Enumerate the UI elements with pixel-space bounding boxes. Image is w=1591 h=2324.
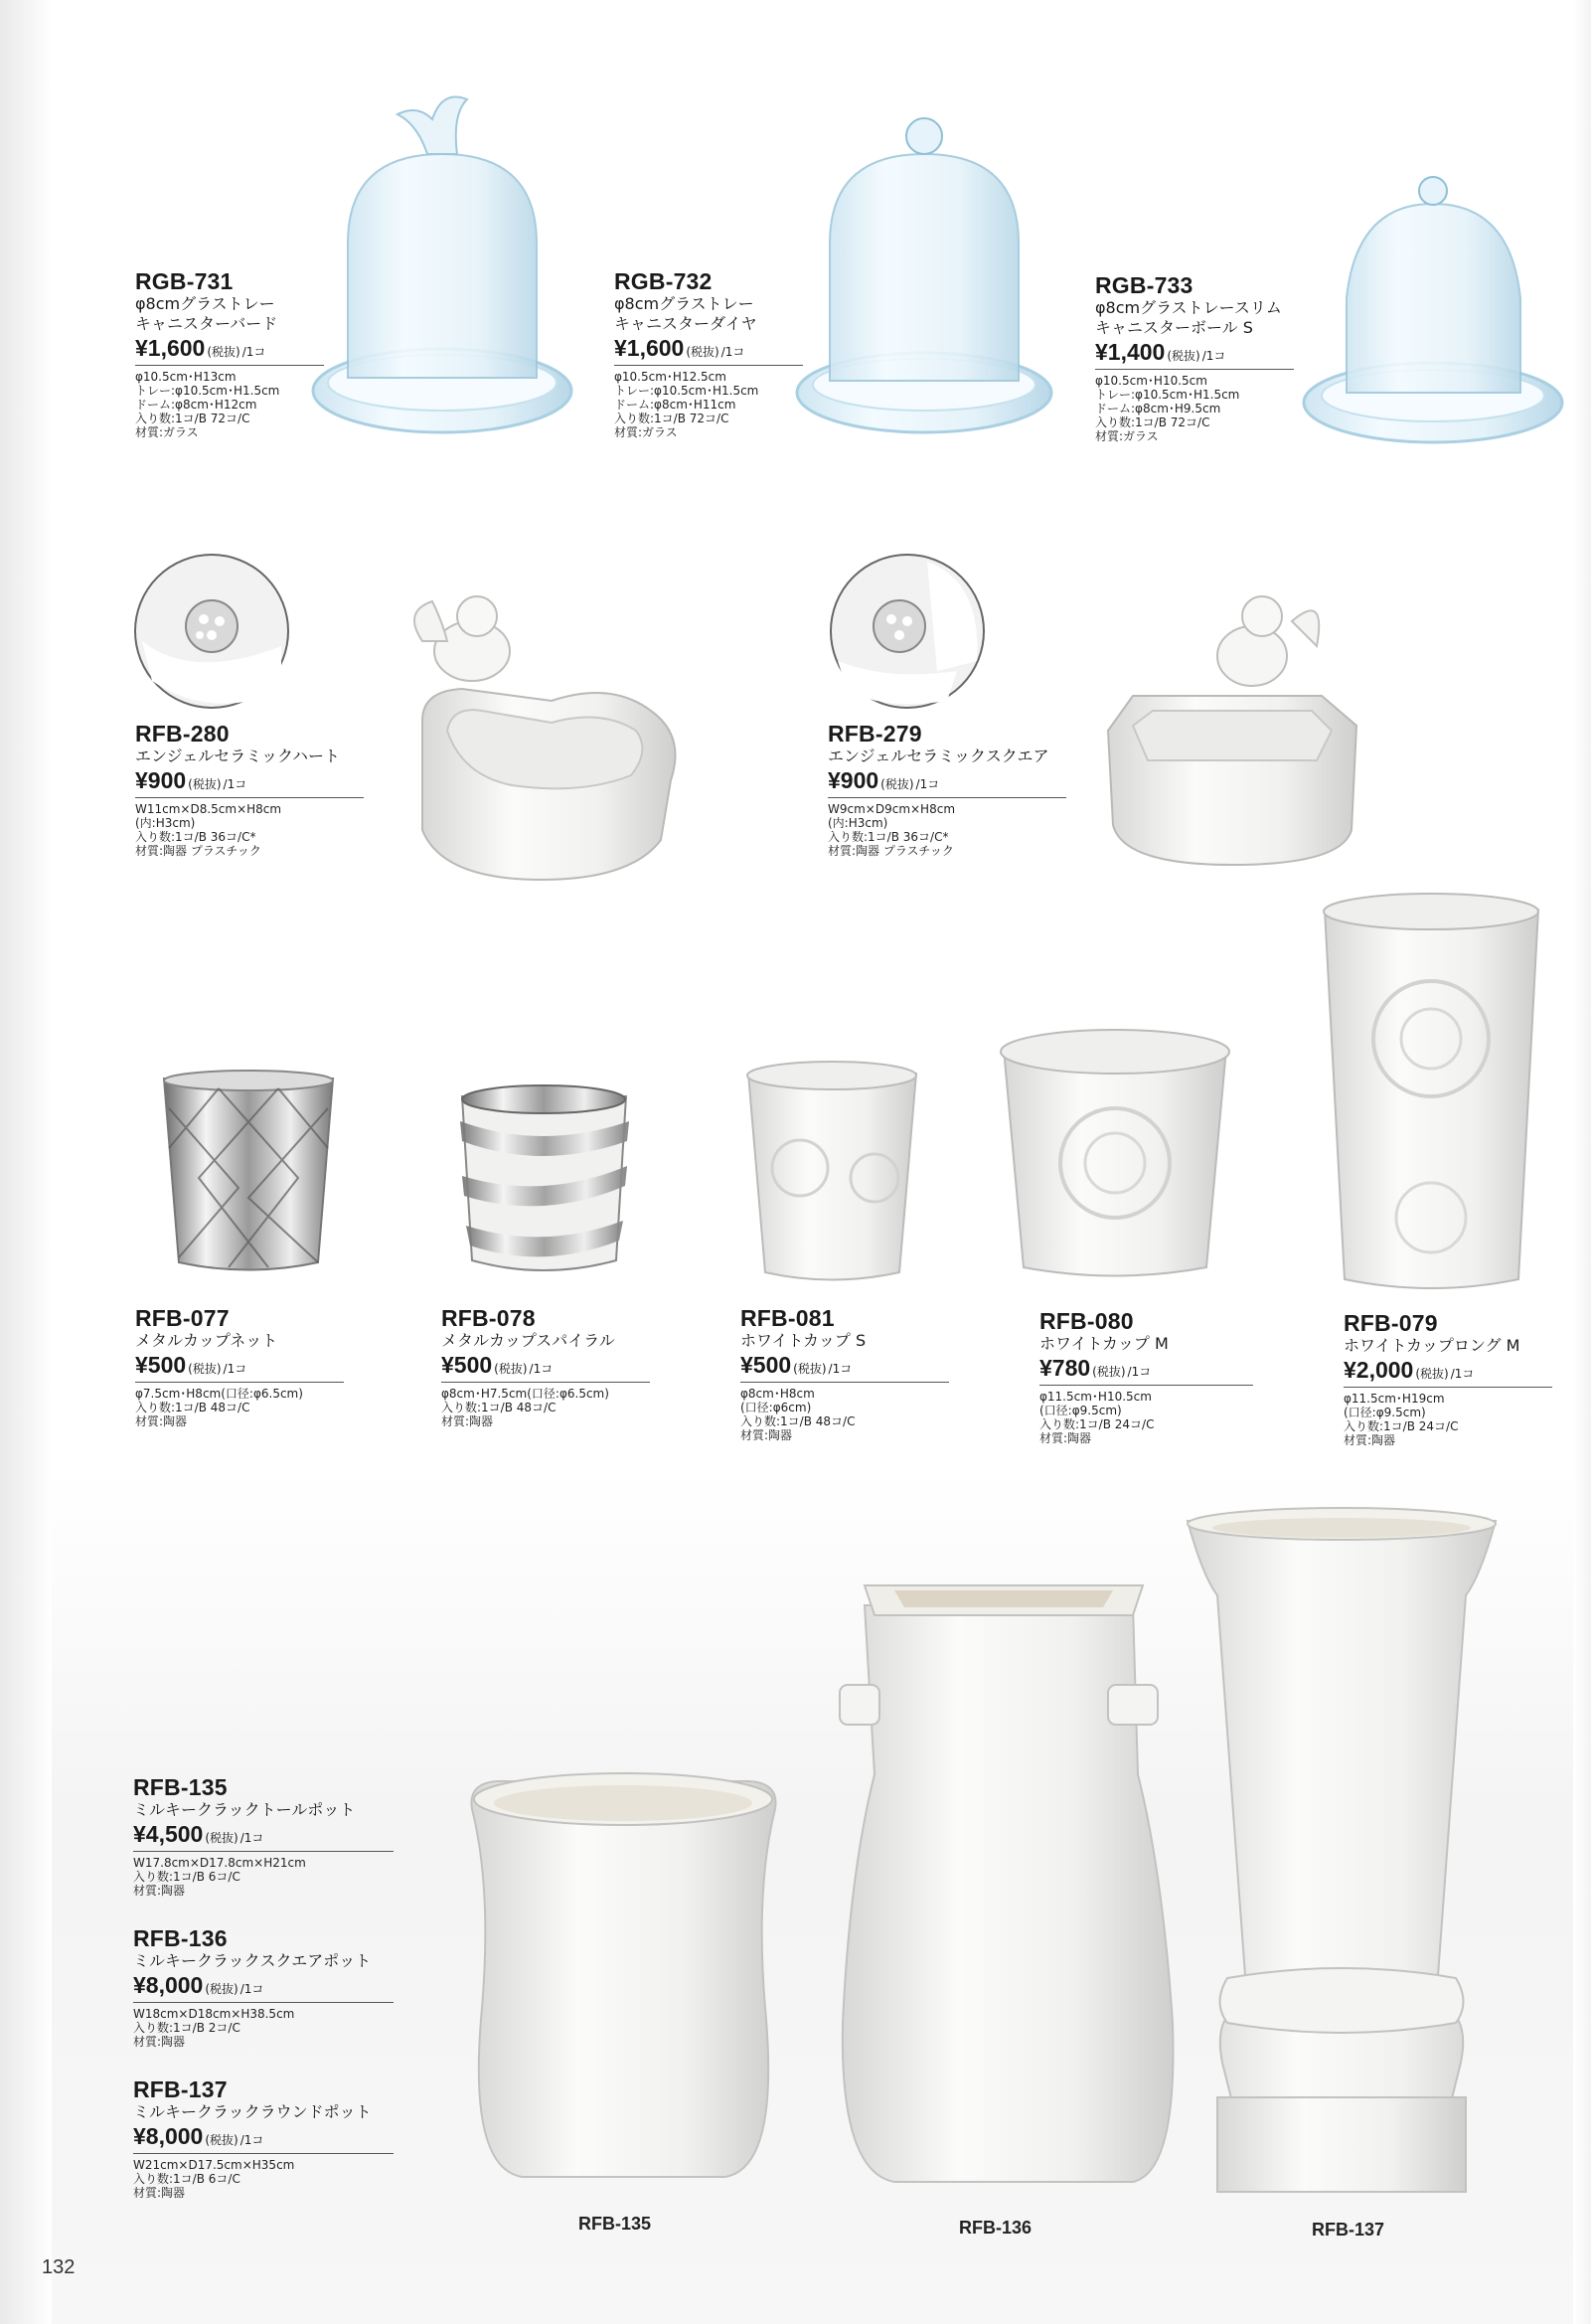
product-rfb-279: [828, 721, 1066, 858]
price-line: [828, 766, 1066, 798]
price-line: [133, 1820, 394, 1852]
spec-line: 入り数:1コ/B 48コ/C: [740, 1414, 856, 1428]
page-number: 132: [42, 2256, 76, 2278]
unit: /1コ: [223, 1362, 247, 1376]
price-line: [133, 1971, 394, 2003]
tax-note: (税抜): [205, 2133, 239, 2147]
detail-circle-square-image: [828, 552, 987, 711]
spec-line: 材質:陶器: [441, 1414, 494, 1428]
price-line: [614, 334, 803, 366]
unit: /1コ: [720, 345, 745, 359]
product-code: RFB-078: [441, 1305, 536, 1331]
product-name: キャニスターボール S: [1095, 318, 1253, 337]
price: ¥500: [441, 1352, 493, 1378]
page-gutter-shade: [0, 0, 52, 2324]
tax-note: (税抜): [188, 1362, 222, 1376]
spec-line: (内:H3cm): [828, 816, 888, 830]
product-code: RGB-731: [135, 268, 234, 294]
tax-note: (税抜): [205, 1982, 239, 1996]
spec-line: W21cm×D17.5cm×H35cm: [133, 2158, 295, 2172]
glass-dome-diamond-image: [795, 114, 1053, 442]
spec-line: 入り数:1コ/B 24コ/C: [1344, 1419, 1459, 1433]
spec-line: トレー:φ10.5cm･H1.5cm: [135, 384, 280, 398]
spec-line: 材質:陶器: [133, 2035, 186, 2049]
price: ¥500: [135, 1352, 187, 1378]
product-code: RFB-080: [1039, 1308, 1134, 1334]
product-code: RFB-137: [133, 2076, 228, 2102]
product-code: RFB-135: [133, 1774, 228, 1800]
product-rfb-081: [740, 1305, 949, 1442]
price-line: [1039, 1354, 1253, 1386]
price: ¥900: [828, 767, 879, 793]
spec-line: (口径:φ9.5cm): [1039, 1404, 1122, 1417]
metal-cup-net-image: [159, 1069, 338, 1277]
tax-note: (税抜): [1415, 1367, 1449, 1381]
spec-line: φ8cm･H7.5cm(口径:φ6.5cm): [441, 1387, 609, 1401]
unit: /1コ: [1201, 349, 1226, 363]
page-edge-shade: [1573, 0, 1591, 2324]
product-rfb-078: [441, 1305, 650, 1428]
product-name: キャニスターダイヤ: [614, 314, 757, 333]
spec-line: W9cm×D9cm×H8cm: [828, 802, 956, 816]
tax-note: (税抜): [494, 1362, 528, 1376]
product-rgb-732: [614, 268, 803, 439]
unit: /1コ: [828, 1362, 853, 1376]
product-name: ミルキークラックスクエアポット: [133, 1951, 372, 1970]
unit: /1コ: [1450, 1367, 1475, 1381]
spec-line: φ7.5cm･H8cm(口径:φ6.5cm): [135, 1387, 303, 1401]
spec-line: 材質:陶器 プラスチック: [135, 844, 261, 858]
product-name: φ8cmグラストレースリム: [1095, 298, 1282, 317]
product-name: ホワイトカップ S: [740, 1331, 867, 1350]
tax-note: (税抜): [1167, 349, 1200, 363]
unit: /1コ: [1127, 1365, 1152, 1379]
product-code: RFB-136: [133, 1925, 228, 1951]
spec-line: 入り数:1コ/B 36コ/C*: [828, 830, 949, 844]
spec-line: φ10.5cm･H10.5cm: [1095, 374, 1207, 388]
image-label-rfb-135: RFB-135: [578, 2214, 652, 2234]
price: ¥4,500: [133, 1821, 204, 1847]
product-name: ミルキークラックラウンドポット: [133, 2102, 372, 2121]
tax-note: (税抜): [207, 345, 240, 359]
spec-line: φ11.5cm･H19cm: [1344, 1392, 1445, 1406]
product-rgb-733: [1095, 272, 1294, 443]
spec-line: 材質:陶器 プラスチック: [828, 844, 954, 858]
spec-line: W18cm×D18cm×H38.5cm: [133, 2007, 295, 2021]
detail-circle-heart-image: [132, 552, 291, 711]
product-name: φ8cmグラストレー: [135, 294, 275, 313]
product-name: ホワイトカップ M: [1039, 1334, 1169, 1353]
price: ¥2,000: [1344, 1357, 1414, 1383]
unit: /1コ: [239, 1982, 264, 1996]
product-rfb-280: [135, 721, 364, 858]
spec-line: (内:H3cm): [135, 816, 196, 830]
spec-line: 材質:陶器: [135, 1414, 188, 1428]
product-name: ミルキークラックトールポット: [133, 1800, 356, 1819]
spec-line: (口径:φ9.5cm): [1344, 1406, 1426, 1419]
unit: /1コ: [223, 777, 247, 791]
metal-cup-spiral-image: [452, 1081, 636, 1275]
price-line: [135, 766, 364, 798]
price-line: [135, 1351, 344, 1383]
white-cup-m-image: [996, 1024, 1234, 1284]
image-label-rfb-136: RFB-136: [959, 2218, 1033, 2238]
product-code: RFB-280: [135, 721, 230, 747]
product-rfb-135: [133, 1774, 394, 1898]
spec-line: 入り数:1コ/B 48コ/C: [441, 1401, 557, 1414]
spec-line: 入り数:1コ/B 48コ/C: [135, 1401, 250, 1414]
spec-line: 入り数:1コ/B 36コ/C*: [135, 830, 256, 844]
spec-line: φ10.5cm･H13cm: [135, 370, 237, 384]
tax-note: (税抜): [205, 1831, 239, 1845]
tall-pot-image: [467, 1769, 780, 2187]
spec-line: 材質:ガラス: [1095, 429, 1159, 443]
product-name: エンジェルセラミックハート: [135, 747, 341, 765]
tax-note: (税抜): [188, 777, 222, 791]
tax-note: (税抜): [793, 1362, 827, 1376]
price-line: [1344, 1356, 1552, 1388]
price-line: [133, 2122, 394, 2154]
image-label-rfb-137: RFB-137: [1312, 2220, 1385, 2240]
spec-line: 入り数:1コ/B 24コ/C: [1039, 1417, 1155, 1431]
spec-line: 入り数:1コ/B 2コ/C: [133, 2021, 240, 2035]
product-name: メタルカップスパイラル: [441, 1331, 615, 1350]
spec-line: 入り数:1コ/B 72コ/C: [614, 412, 729, 425]
product-name: エンジェルセラミックスクエア: [828, 747, 1049, 765]
spec-line: 材質:ガラス: [614, 425, 678, 439]
product-rfb-080: [1039, 1308, 1253, 1445]
spec-line: 材質:ガラス: [135, 425, 199, 439]
square-pot-image: [835, 1576, 1178, 2197]
spec-line: W11cm×D8.5cm×H8cm: [135, 802, 282, 816]
tax-note: (税抜): [880, 777, 914, 791]
spec-line: トレー:φ10.5cm･H1.5cm: [614, 384, 759, 398]
angel-heart-bowl-image: [402, 581, 691, 890]
spec-line: φ10.5cm･H12.5cm: [614, 370, 726, 384]
price: ¥8,000: [133, 1972, 204, 1998]
product-name: ホワイトカップロング M: [1344, 1336, 1520, 1355]
price: ¥8,000: [133, 2123, 204, 2149]
price: ¥900: [135, 767, 187, 793]
product-rfb-077: [135, 1305, 344, 1428]
product-code: RFB-081: [740, 1305, 835, 1331]
product-name: メタルカップネット: [135, 1331, 278, 1350]
product-code: RGB-732: [614, 268, 713, 294]
price: ¥1,400: [1095, 339, 1166, 365]
price-line: [1095, 338, 1294, 370]
spec-line: 入り数:1コ/B 72コ/C: [135, 412, 250, 425]
price-line: [135, 334, 324, 366]
price: ¥1,600: [135, 335, 206, 361]
angel-square-bowl-image: [1103, 572, 1361, 870]
spec-line: 入り数:1コ/B 72コ/C: [1095, 415, 1210, 429]
glass-dome-bird-image: [308, 94, 576, 442]
price: ¥500: [740, 1352, 792, 1378]
tax-note: (税抜): [686, 345, 719, 359]
glass-dome-ball-image: [1302, 169, 1565, 457]
spec-line: 入り数:1コ/B 6コ/C: [133, 2172, 240, 2186]
spec-line: 材質:陶器: [133, 1884, 186, 1898]
spec-line: ドーム:φ8cm･H9.5cm: [1095, 402, 1221, 415]
unit: /1コ: [915, 777, 940, 791]
white-cup-s-image: [740, 1059, 924, 1287]
product-name: φ8cmグラストレー: [614, 294, 754, 313]
unit: /1コ: [529, 1362, 554, 1376]
tax-note: (税抜): [1092, 1365, 1126, 1379]
unit: /1コ: [239, 2133, 264, 2147]
product-rfb-079: [1344, 1310, 1552, 1447]
white-cup-long-image: [1320, 890, 1543, 1297]
product-rgb-731: [135, 268, 324, 439]
price-line: [441, 1351, 650, 1383]
product-name: キャニスターバード: [135, 314, 278, 333]
product-code: RFB-079: [1344, 1310, 1438, 1336]
spec-line: W17.8cm×D17.8cm×H21cm: [133, 1856, 306, 1870]
spec-line: トレー:φ10.5cm･H1.5cm: [1095, 388, 1240, 402]
spec-line: 材質:陶器: [740, 1428, 793, 1442]
price-line: [740, 1351, 949, 1383]
unit: /1コ: [241, 345, 266, 359]
spec-line: 入り数:1コ/B 6コ/C: [133, 1870, 240, 1884]
product-rfb-136: [133, 1925, 394, 2049]
spec-line: (口径:φ6cm): [740, 1401, 812, 1414]
product-code: RFB-279: [828, 721, 922, 747]
product-code: RGB-733: [1095, 272, 1193, 298]
spec-line: ドーム:φ8cm･H11cm: [614, 398, 736, 412]
price: ¥1,600: [614, 335, 685, 361]
spec-line: φ8cm･H8cm: [740, 1387, 815, 1401]
spec-line: 材質:陶器: [1344, 1433, 1396, 1447]
spec-line: φ11.5cm･H10.5cm: [1039, 1390, 1152, 1404]
product-rfb-137: [133, 2076, 394, 2200]
product-code: RFB-077: [135, 1305, 230, 1331]
round-pot-image: [1183, 1506, 1501, 2202]
price: ¥780: [1039, 1355, 1091, 1381]
spec-line: ドーム:φ8cm･H12cm: [135, 398, 257, 412]
spec-line: 材質:陶器: [133, 2186, 186, 2200]
unit: /1コ: [239, 1831, 264, 1845]
spec-line: 材質:陶器: [1039, 1431, 1092, 1445]
